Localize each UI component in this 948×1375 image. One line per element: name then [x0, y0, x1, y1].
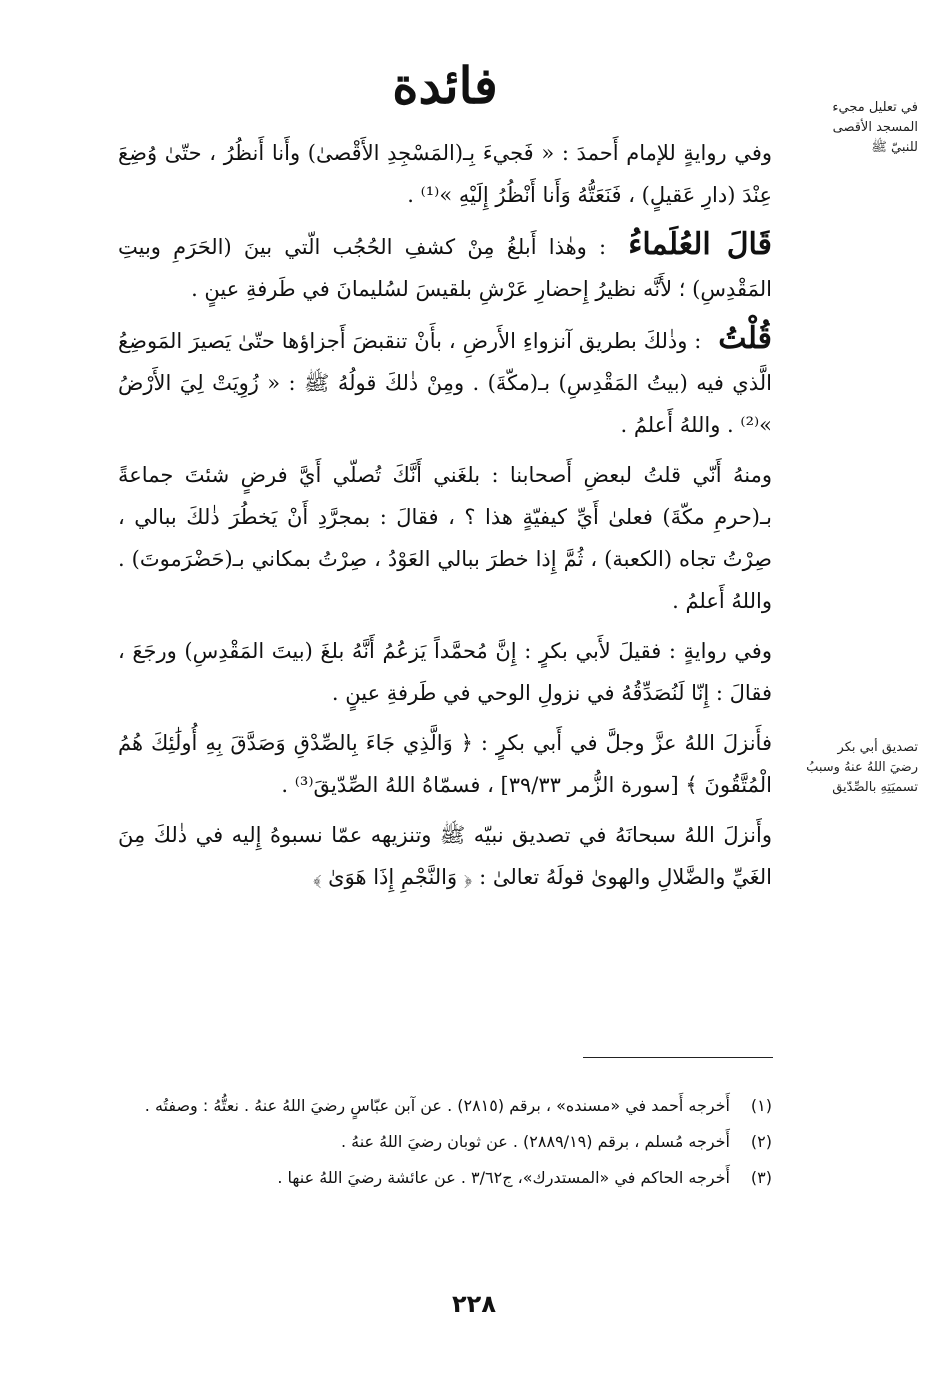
paragraph: [118, 132, 772, 216]
paragraph: [118, 630, 772, 714]
margin-note-line: رضيَ اللهُ عنهُ وسببُ: [806, 760, 918, 775]
paragraph: [118, 722, 772, 806]
paragraph-text: وفي روايةٍ للإمام أَحمدَ : « فَجيءَ بِـ(المَسْجِدِ الأَقْصىٰ) وأَنا أَنظُرُ ، حتّىٰ وُضِعَ عِنْدَ (دارِ عَقيلٍ) ، فَنَعَتُّهُ وَأَنا أَنْظُرُ إِلَيْهِ »⁽¹⁾ .: [118, 141, 772, 207]
footnote-number: (١): [750, 1096, 772, 1115]
margin-note-line: للنبيّ ﷺ: [871, 140, 918, 155]
paragraph: [118, 454, 772, 622]
page-number: ٢٢٨: [452, 1290, 496, 1318]
margin-note-line: تسميَتِهِ بالصِّدّيق: [832, 780, 918, 795]
margin-note-line: في تعليل مجيء: [832, 100, 918, 115]
paragraph-text: وأَنزلَ اللهُ سبحانَهُ في تصديق نبيّه ﷺ وتنزيهه عمّا نسبوهُ إِليه في ذٰلكَ مِنَ الغَيِّ والضَّلالِ والهوىٰ قولَهُ تعالىٰ : ﴿ وَالنَّجْمِ إِذَا هَوَىٰ ﴾: [118, 823, 772, 889]
footnote-number: (٢): [750, 1132, 772, 1151]
margin-note-line: المسجد الأقصى: [832, 120, 918, 135]
paragraph-lead-heading: قُلْتُ: [718, 321, 772, 356]
footnote: [118, 1126, 772, 1158]
paragraph-text: فأَنزلَ اللهُ عزَّ وجلَّ في أَبي بكرٍ : ﴿ وَالَّذِي جَاءَ بِالصِّدْقِ وَصَدَّقَ بِهِ أُولَٰئِكَ هُمُ الْمُتَّقُونَ ﴾ [سورة الزُّمر ٣٩/٣٣] ، فسمّاهُ اللهُ الصِّدّيقَ⁽³⁾ .: [118, 731, 772, 797]
margin-note-abubakr: [768, 738, 918, 798]
paragraph-text: وفي روايةٍ : فقيلَ لأَبي بكرٍ : إِنَّ مُحمَّداً يَزعُمُ أَنَّهُ بلغَ (بيتَ المَقْدِسِ) ورجَعَ ، فقالَ : إِنّا لَنُصَدِّقُهُ في نزولِ الوحي في طَرفةِ عينٍ .: [118, 639, 772, 705]
footnote: [118, 1090, 772, 1122]
footnotes: [118, 1090, 772, 1198]
margin-note-line: تصديق أبي بكر: [837, 740, 918, 755]
section-title: فائدة: [392, 56, 498, 115]
footnote-text: أَخرجه الحاكم في «المستدرك»، ج٣/٦٢ . عن عائشة رضيَ اللهُ عنها .: [277, 1168, 730, 1187]
footnote: [118, 1162, 772, 1194]
paragraph-text: : وذٰلكَ بطريق آنزواءِ الأَرضِ ، بأَنْ تنقبضَ أَجزاؤها حتّىٰ يَصيرَ المَوضِعُ الَّذي فيه (بيتُ المَقْدِسِ) بـ(مكّةَ) . ومِنْ ذٰلكَ قولُهُ ﷺ : « زُوِيَتْ لِيَ الأَرْضُ »⁽²⁾ . واللهُ أَعلمُ .: [118, 329, 772, 437]
paragraph: [118, 318, 772, 446]
paragraph-text: ومنهُ أَنّي قلتُ لبعضِ أَصحابنا : بلغَني أَنَّكَ تُصلّي أَيَّ فرضٍ شئتَ جماعةً بـ(حرمِ مكّةَ) فعلىٰ أَيِّ كيفيّةٍ هذا ؟ ، فقالَ : بمجرَّدِ أَنْ يَخطُرَ ذٰلكَ ببالي ، صِرْتُ تجاه (الكعبة) ، ثُمَّ إِذا خطرَ ببالي العَوْدُ ، صِرْتُ بمكاني بـ(حَضْرَموتَ) . واللهُ أَعلمُ .: [118, 463, 772, 613]
paragraph-text: : وهٰذا أَبلغُ مِنْ كشفِ الحُجُب الّتي بينَ (الحَرَمِ وبيتِ المَقْدِسِ) ؛ لأَنَّه نظيرُ إِحضارِ عَرْشِ بلقيسَ لسُليمانَ في طَرفةِ عينٍ .: [118, 235, 772, 301]
footnote-text: أَخرجه مُسلم ، برقم (٢٨٨٩/١٩) . عن ثوبان رضيَ اللهُ عنهُ .: [340, 1132, 730, 1151]
paragraph: [118, 814, 772, 898]
paragraph-lead-heading: قَالَ العُلَماءُ: [628, 227, 772, 262]
margin-note-aqsa: [768, 98, 918, 158]
paragraph: [118, 224, 772, 310]
footnote-number: (٣): [750, 1168, 772, 1187]
footnote-text: أَخرجه أَحمد في «مسنده» ، برقم (٢٨١٥) . عن آبن عبّاسٍ رضيَ اللهُ عنهُ . نعتُّهُ : وصفتُه .: [144, 1096, 730, 1115]
main-text: [118, 132, 772, 906]
footnote-separator: [583, 1057, 773, 1058]
